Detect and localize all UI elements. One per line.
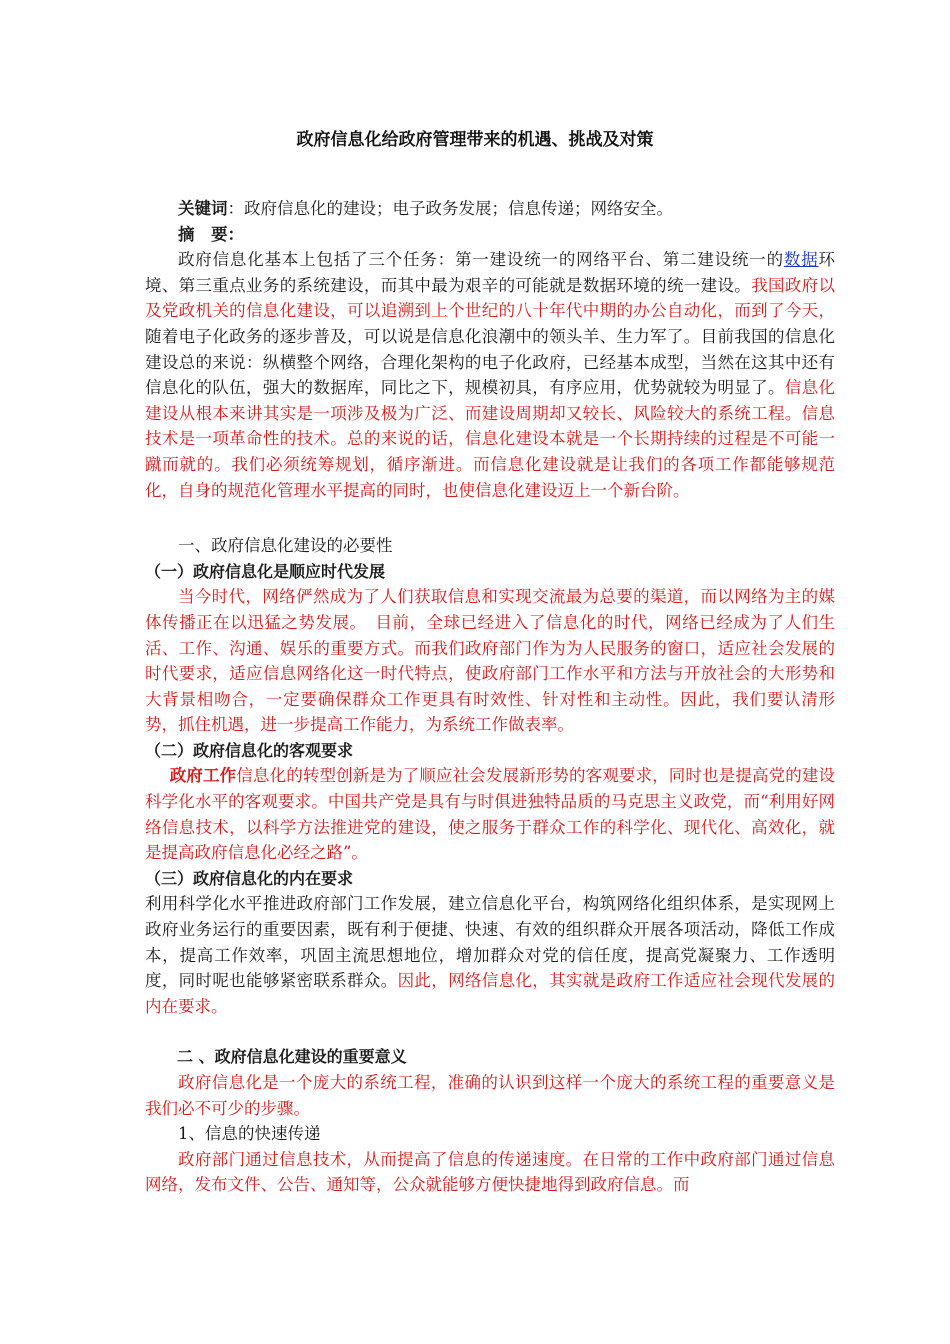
section2-intro: 政府信息化是一个庞大的系统工程，准确的认识到这样一个庞大的系统工程的重要意义是我们必不可少的步骤。 <box>145 1073 835 1118</box>
subsection3-text-red: 因此，网络信息化，其实就是政府工作适应社会现代发展的内在要求。 <box>145 971 836 1016</box>
keywords-line <box>145 196 835 222</box>
section1-heading: 一、政府信息化建设的必要性 <box>178 536 393 556</box>
document-body <box>145 196 835 1198</box>
subsection3-heading: （三）政府信息化的内在要求 <box>145 868 354 888</box>
keywords-label: 关键词 <box>178 199 228 218</box>
section2-item1-text: 政府部门通过信息技术，从而提高了信息的传递速度。在日常的工作中政府部门通过信息网络，发布文件、公告、通知等，公众就能够方便快捷地得到政府信息。而 <box>145 1149 835 1195</box>
subsection2-paragraph <box>145 763 835 865</box>
subsection2-heading: （二）政府信息化的客观要求 <box>145 740 354 760</box>
abstract-text-red-1: 我国政府以及党政机关的信息化建设，可以追溯到上个世纪的八十年代中期的办公自动化，而到了今天， <box>145 275 836 321</box>
keywords-text: ：政府信息化的建设；电子政务发展；信息传递；网络安全。 <box>227 199 673 218</box>
abstract-text-red-2: 信息化建设从根本来讲其实是一项涉及极为广泛、而建设周期却又较长、风险较大的系统工程。信息技术是一项革命性的技术。总的来说的话，信息化建设本就是一个长期持续的过程是不可能一蹴而就的。我们必须统筹规划，循序渐进。而信息化建设就是让我们的各项工作都能够规范化，自身的规范化管理水平提高的同时，也使信息化建设迈上一个新台阶。 <box>145 378 836 500</box>
subsection2-text: 信息化的转型创新是为了顺应社会发展新形势的客观要求，同时也是提高党的建设科学化水平的客观要求。中国共产党是具有与时俱进独特品质的马克思主义政党，而“利用好网络信息技术，以科学方法推进党的建设，使之服务于群众工作的科学化、现代化、高效化，就是提高政府信息化必经之路”。 <box>145 766 836 863</box>
section2-item1-heading: 1、信息的快速传递 <box>178 1124 321 1144</box>
abstract-paragraph <box>145 247 835 503</box>
subsection3-paragraph <box>145 891 835 1019</box>
data-link[interactable]: 数据 <box>783 250 819 270</box>
section2-heading: 二 、政府信息化建设的重要意义 <box>177 1047 407 1067</box>
abstract-text-b: 环境、第三重点业务的系统建设，而其中最为艰辛的可能就是数据环境的统一建设。 <box>145 250 836 295</box>
abstract-text-a: 政府信息化基本上包括了三个任务：第一建设统一的网络平台、第二建设统一的 <box>178 250 784 270</box>
subsection1-text: 当今时代，网络俨然成为了人们获取信息和实现交流最为总要的渠道，而以网络为主的媒体传播正在以迅猛之势发展。 目前，全球已经进入了信息化的时代，网络已经成为了人们生活、工作、沟通、娱乐的重要方式。而我们政府部门作为为人民服务的窗口，适应社会发展的时代要求，适应信息网络化这一时代特点，使政府部门工作水平和方法与开放社会的大形势和大背景相吻合，一定要确保群众工作更具有时效性、针对性和主动性。因此，我们要认清形势，抓住机遇，进一步提高工作能力，为系统工作做表率。 <box>145 587 835 735</box>
subsection3-text: 利用科学化水平推进政府部门工作发展，建立信息化平台，构筑网络化组织体系，是实现网上政府业务运行的重要因素，既有利于便捷、快速、有效的组织群众开展各项活动，降低工作成本，提高工作效率，巩固主流思想地位，增加群众对党的信任度，提高党凝聚力、工作透明度，同时呢也能够紧密联系群众。 <box>145 894 835 991</box>
subsection2-bold: 政府工作 <box>169 766 237 786</box>
abstract-label: 摘 要： <box>178 224 244 244</box>
subsection1-heading: （一）政府信息化是顺应时代发展 <box>145 561 386 581</box>
abstract-text-d: 随着电子化政务的逐步普及，可以说是信息化浪潮中的领头羊、生力军了。目前我国的信息化建设总的来说：纵横整个网络，合理化架构的电子化政府，已经基本成型，当然在这其中还有信息化的队伍，强大的数据库，同比之下，规模初具，有序应用，优势就较为明显了。 <box>145 326 835 398</box>
document-title: 政府信息化给政府管理带来的机遇、挑战及对策 <box>296 130 654 150</box>
